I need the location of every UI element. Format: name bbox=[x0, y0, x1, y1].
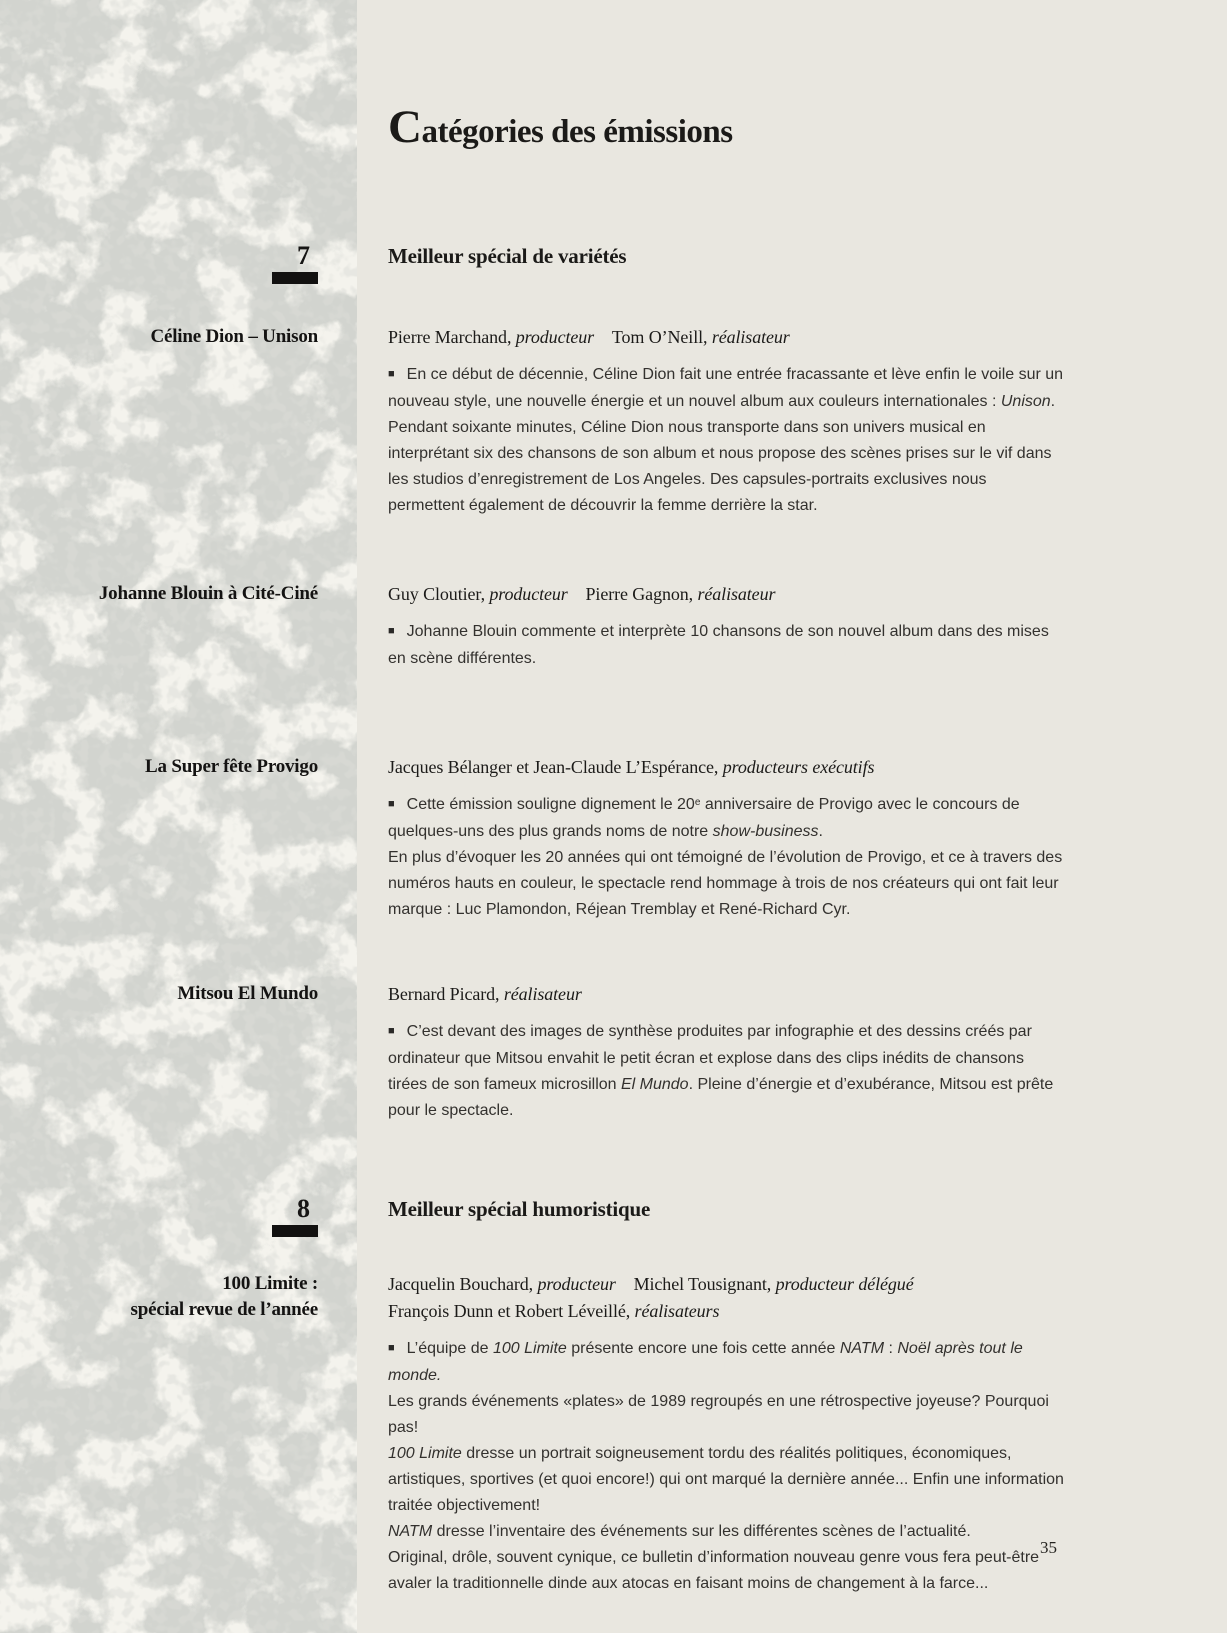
bullet-square-icon: ■ bbox=[388, 798, 395, 810]
entry-credits: Bernard Picard, réalisateur bbox=[388, 984, 582, 1004]
entry-description-text: Cette émission souligne dignement le 20e anniversaire de Provigo avec le concours de quelques-uns des plus grands noms de notre show-business. En plus d’évoquer les 20 années qui ont témoigné de l’évolution de Provigo, et ce à travers des numéros hauts en couleur, le spectacle rend hommage à trois de nos créateurs qui ont fait leur marque : Luc Plamondon, Réjean Tremblay et René-Richard Cyr. bbox=[388, 796, 1063, 918]
entry-description bbox=[388, 1336, 1064, 1597]
entry-label: La Super fête Provigo bbox=[145, 756, 318, 777]
entry-description bbox=[388, 1019, 1064, 1124]
section-number-underline bbox=[272, 1225, 318, 1237]
entry-description-text: L’équipe de 100 Limite présente encore une fois cette année NATM : Noël après tout le monde. Les grands événements «plates» de 1989 regroupés en une rétrospective joyeuse? Pourquoi pas! 100 Limite dresse un portrait soigneusement tordu des réalités politiques, économiques, artistiques, sportives (et quoi encore!) qui ont marqué la dernière année... Enfin une information traitée objectivement! NATM dresse l’inventaire des événements sur les différentes scènes de l’actualité. Original, drôle, souvent cynique, ce bulletin d’information nouveau genre vous fera peut-être avaler la traditionnelle dinde aux atocas en faisant moins de changement à la farce... bbox=[388, 1340, 1064, 1592]
entry-description bbox=[388, 792, 1064, 923]
bullet-square-icon: ■ bbox=[388, 1342, 395, 1354]
entry-label: Céline Dion – Unison bbox=[150, 326, 318, 347]
entry-label: 100 Limite : spécial revue de l’année bbox=[130, 1273, 318, 1320]
entry-label: Johanne Blouin à Cité-Ciné bbox=[98, 583, 318, 604]
bullet-square-icon: ■ bbox=[388, 1025, 395, 1037]
entry-super-fete-provigo bbox=[0, 754, 1227, 923]
entry-credits: Guy Cloutier, producteur Pierre Gagnon, réalisateur bbox=[388, 584, 776, 604]
entry-label: Mitsou El Mundo bbox=[177, 983, 318, 1004]
entry-johanne-blouin-cite-cine bbox=[0, 581, 1227, 672]
page-title-text: atégories des émissions bbox=[421, 114, 733, 150]
bullet-square-icon: ■ bbox=[388, 368, 395, 380]
entry-description bbox=[388, 362, 1064, 519]
entry-mitsou-el-mundo bbox=[0, 981, 1227, 1124]
entry-description-text: Johanne Blouin commente et interprète 10 chansons de son nouvel album dans des mises en scène différentes. bbox=[388, 623, 1049, 667]
page-title bbox=[388, 101, 1227, 155]
entry-credits: Jacquelin Bouchard, producteur Michel Tousignant, producteur délégué François Dunn et Robert Léveillé, réalisateurs bbox=[388, 1274, 914, 1321]
page-number: 35 bbox=[1040, 1538, 1057, 1557]
section-heading: Meilleur spécial humoristique bbox=[388, 1197, 651, 1221]
entry-description-text: En ce début de décennie, Céline Dion fait une entrée fracassante et lève enfin le voile sur un nouveau style, une nouvelle énergie et un nouvel album aux couleurs internationales : Unison. Pendant soixante minutes, Céline Dion nous transporte dans son univers musical en interprétant six des chansons de son album et nous propose des scènes prises sur le vif dans les studios d’enregistrement de Los Angeles. Des capsules-portraits exclusives nous permettent également de découvrir la femme derrière la star. bbox=[388, 366, 1064, 514]
bullet-square-icon: ■ bbox=[388, 625, 395, 637]
entry-credits: Pierre Marchand, producteur Tom O’Neill, réalisateur bbox=[388, 327, 790, 347]
section-heading: Meilleur spécial de variétés bbox=[388, 244, 627, 268]
section-number: 7 bbox=[297, 241, 310, 270]
entry-credits: Jacques Bélanger et Jean-Claude L’Espérance, producteurs exécutifs bbox=[388, 757, 875, 777]
entry-description bbox=[388, 619, 1064, 672]
section-number-underline bbox=[272, 272, 318, 284]
section-7-header bbox=[0, 243, 1227, 284]
page-title-dropcap: C bbox=[388, 101, 422, 153]
entry-description-text: C’est devant des images de synthèse produites par infographie et des dessins créés par ordinateur que Mitsou envahit le petit écran et explose dans des clips inédits de chansons tirées de son fameux microsillon El Mundo. Pleine d’énergie et d’exubérance, Mitsou est prête pour le spectacle. bbox=[388, 1023, 1054, 1119]
entry-celine-dion-unison bbox=[0, 324, 1227, 519]
section-number: 8 bbox=[297, 1194, 310, 1223]
section-8-header bbox=[0, 1196, 1227, 1237]
